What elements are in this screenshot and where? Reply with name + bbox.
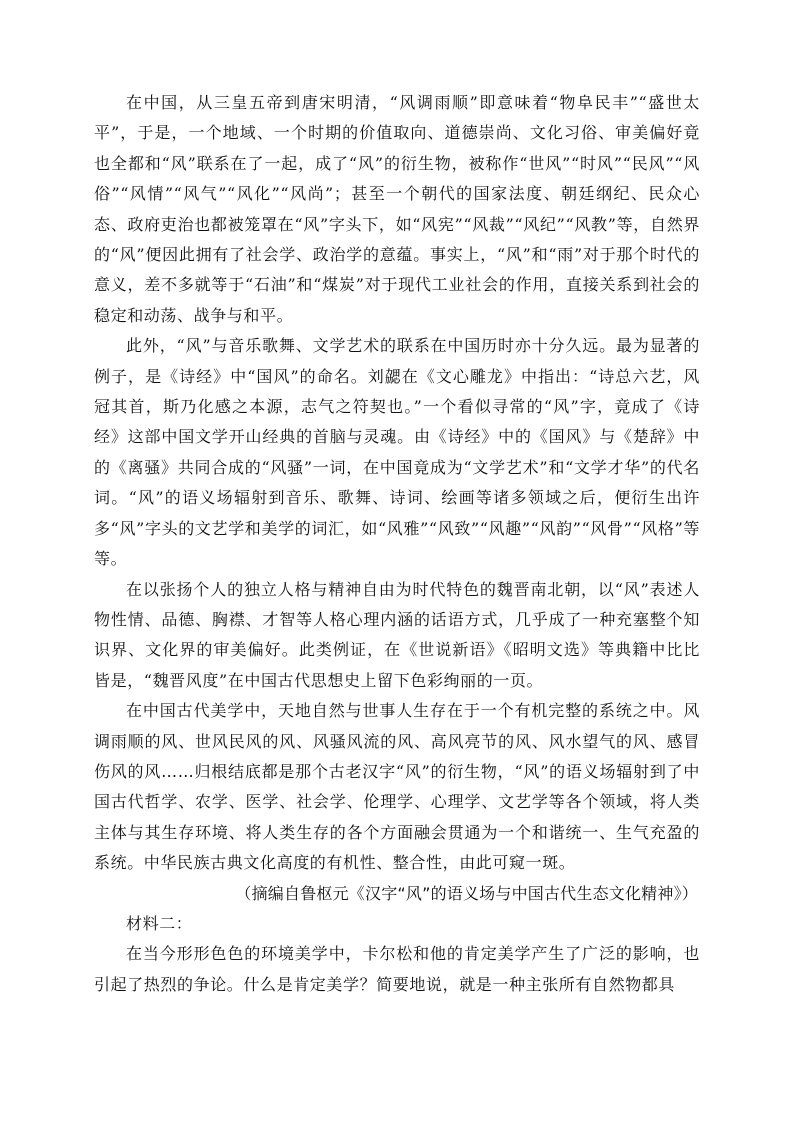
section-label: 材料二： <box>126 913 193 933</box>
body-paragraph-3: 在以张扬个人的独立人格与精神自由为时代特色的魏晋南北朝，以“风”表述人物性情、品德、胸襟、才智等人格心理内涵的话语方式，几乎成了一种充塞整个知识界、文化界的审美偏好。此类例证，在《世说新语》《昭明文选》等典籍中比比皆是，“魏晋风度”在中国古代思想史上留下色彩绚丽的一页。 <box>94 579 700 690</box>
source-credit: （摘编自鲁枢元《汉字“风”的语义场与中国古代生态文化精神》） <box>235 883 698 903</box>
trailing-paragraph: 在当今形形色色的环境美学中，卡尔松和他的肯定美学产生了广泛的影响，也引起了热烈的争论。什么是肯定美学？简要地说，就是一种主张所有自然物都具 <box>94 944 700 994</box>
body-paragraph-1: 在中国，从三皇五帝到唐宋明清，“风调雨顺”即意味着“物阜民丰”“盛世太平”，于是，一个地域、一个时期的价值取向、道德崇尚、文化习俗、审美偏好竟也全都和“风”联系在了一起，成了“风”的衍生物，被称作“世风”“时风”“民风”“风俗”“风情”“风气”“风化”“风尚”；甚至一个朝代的国家法度、朝廷纲纪、民众心态、政府吏治也都被笼罩在“风”字头下，如“风宪”“风裁”“风纪”“风教”等，自然界的“风”便因此拥有了社会学、政治学的意蕴。事实上，“风”和“雨”对于那个时代的意义，差不多就等于“石油”和“煤炭”对于现代工业社会的作用，直接关系到社会的稳定和动荡、战争与和平。 <box>94 93 700 325</box>
document-page <box>94 88 700 1000</box>
body-paragraph-4: 在中国古代美学中，天地自然与世事人生存在于一个有机完整的系统之中。风调雨顺的风、世风民风的风、风骚风流的风、高风亮节的风、风水望气的风、感冒伤风的风……归根结底都是那个古老汉字“风”的衍生物，“风”的语义场辐射到了中国古代哲学、农学、医学、社会学、伦理学、心理学、文艺学等各个领域，将人类主体与其生存环境、将人类生存的各个方面融会贯通为一个和谐统一、生气充盈的系统。中华民族古典文化高度的有机性、整合性，由此可窥一斑。 <box>94 701 700 873</box>
body-paragraph-2: 此外，“风”与音乐歌舞、文学艺术的联系在中国历时亦十分久远。最为显著的例子，是《诗经》中“国风”的命名。刘勰在《文心雕龙》中指出：“诗总六艺，风冠其首，斯乃化感之本源，志气之符契也。”一个看似寻常的“风”字，竟成了《诗经》这部中国文学开山经典的首脑与灵魂。由《诗经》中的《国风》与《楚辞》中的《离骚》共同合成的“风骚”一词，在中国竟成为“文学艺术”和“文学才华”的代名词。“风”的语义场辐射到音乐、歌舞、诗词、绘画等诸多领域之后，便衍生出许多“风”字头的文艺学和美学的词汇，如“风雅”“风致”“风趣”“风韵”“风骨”“风格”等等。 <box>94 336 700 569</box>
